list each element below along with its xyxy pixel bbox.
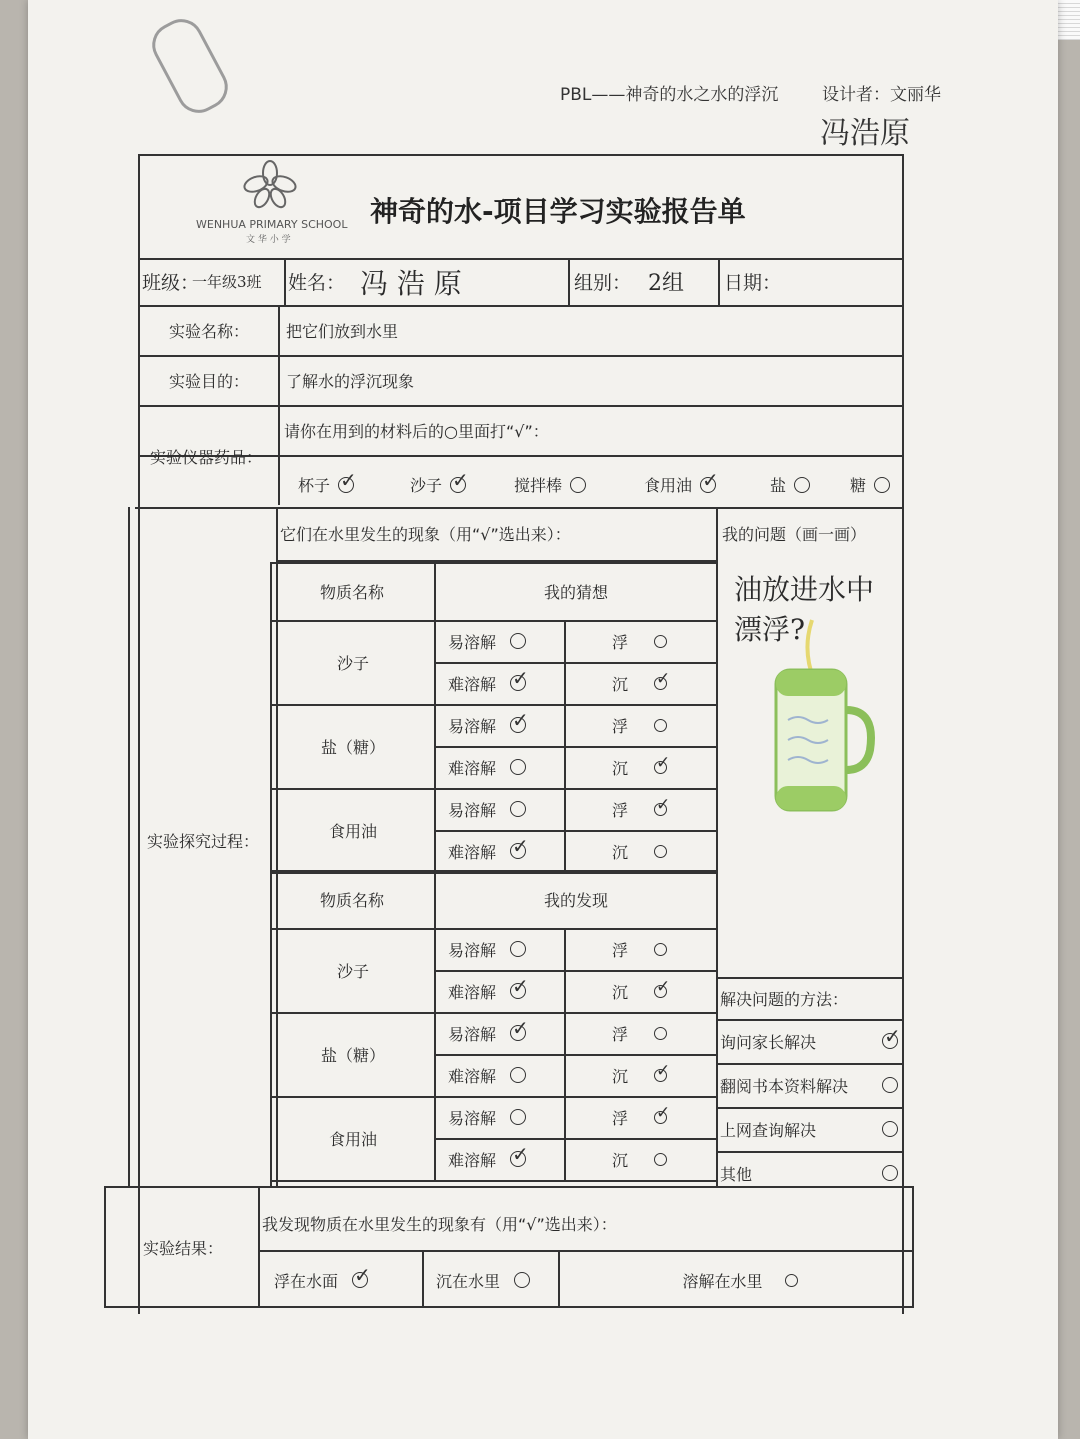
soluble-option-label: 易溶解 bbox=[448, 716, 497, 736]
date-field bbox=[724, 258, 794, 305]
solution-option bbox=[720, 1151, 898, 1195]
table-rule bbox=[716, 977, 718, 1187]
checked-circle-icon[interactable] bbox=[882, 1033, 898, 1049]
float-option bbox=[612, 620, 712, 662]
empty-circle-icon[interactable] bbox=[874, 477, 890, 493]
group-field-label: 组别： bbox=[574, 272, 632, 294]
guess-substance-row bbox=[272, 620, 434, 704]
float-option bbox=[612, 788, 712, 830]
found-substance-row-label: 食用油 bbox=[328, 1129, 377, 1149]
experiment-purpose-value-label: 了解水的浮沉现象 bbox=[286, 371, 415, 391]
report-title: 神奇的水-项目学习实验报告单 bbox=[370, 195, 746, 228]
checked-circle-icon[interactable] bbox=[510, 1151, 526, 1167]
material-item bbox=[514, 462, 610, 507]
soluble-option bbox=[448, 928, 564, 970]
float-option-label: 浮 bbox=[612, 632, 629, 652]
date-field-label: 日期： bbox=[724, 272, 782, 294]
material-item-label: 盐 bbox=[770, 476, 787, 495]
solution-option-label: 翻阅书本资料解决 bbox=[720, 1076, 849, 1096]
insoluble-option-label: 难溶解 bbox=[448, 1066, 497, 1086]
result-option-label: 溶解在水里 bbox=[682, 1271, 763, 1291]
soluble-option-label: 易溶解 bbox=[448, 940, 497, 960]
process-prompt bbox=[280, 507, 710, 560]
material-item bbox=[850, 462, 940, 507]
empty-circle-icon[interactable] bbox=[510, 633, 526, 649]
material-item bbox=[410, 462, 500, 507]
empty-circle-icon[interactable] bbox=[785, 1274, 798, 1287]
question-header bbox=[722, 507, 898, 560]
float-option bbox=[612, 1096, 712, 1138]
guess-substance-header-label: 物质名称 bbox=[319, 582, 384, 602]
result-option bbox=[274, 1252, 418, 1308]
float-option bbox=[612, 928, 712, 970]
insoluble-option bbox=[448, 746, 564, 788]
float-option-label: 浮 bbox=[612, 940, 629, 960]
name-value bbox=[360, 258, 560, 305]
found-substance-row bbox=[272, 1096, 434, 1180]
name-field-label: 姓名： bbox=[288, 272, 346, 294]
solution-option bbox=[720, 1019, 898, 1063]
date-value bbox=[794, 258, 894, 305]
checked-circle-icon[interactable] bbox=[654, 803, 667, 816]
empty-circle-icon[interactable] bbox=[654, 1027, 667, 1040]
result-option bbox=[436, 1252, 554, 1308]
checked-circle-icon[interactable] bbox=[654, 761, 667, 774]
checked-circle-icon[interactable] bbox=[510, 1025, 526, 1041]
experiment-name-label-label: 实验名称： bbox=[168, 321, 249, 341]
table-rule bbox=[270, 562, 272, 1186]
material-item-label: 糖 bbox=[850, 476, 867, 495]
materials-label-label: 实验仪器药品： bbox=[149, 447, 262, 467]
checked-circle-icon[interactable] bbox=[654, 985, 667, 998]
table-rule bbox=[138, 154, 902, 156]
insoluble-option bbox=[448, 970, 564, 1012]
empty-circle-icon[interactable] bbox=[794, 477, 810, 493]
solution-option-label: 其他 bbox=[720, 1164, 753, 1184]
sink-option-label: 沉 bbox=[612, 1066, 629, 1086]
found-header-label: 我的发现 bbox=[543, 890, 608, 910]
soluble-option bbox=[448, 620, 564, 662]
found-substance-row bbox=[272, 928, 434, 1012]
checked-circle-icon[interactable] bbox=[338, 477, 354, 493]
result-prompt bbox=[262, 1196, 902, 1250]
checked-circle-icon[interactable] bbox=[510, 843, 526, 859]
checked-circle-icon[interactable] bbox=[700, 477, 716, 493]
empty-circle-icon[interactable] bbox=[510, 941, 526, 957]
paperclip-icon bbox=[145, 11, 236, 120]
header-student-name: 冯浩原 bbox=[820, 116, 910, 151]
solution-option bbox=[720, 1107, 898, 1151]
insoluble-option-label: 难溶解 bbox=[448, 1150, 497, 1170]
checked-circle-icon[interactable] bbox=[654, 677, 667, 690]
insoluble-option-label: 难溶解 bbox=[448, 758, 497, 778]
found-substance-row-label: 沙子 bbox=[336, 961, 369, 981]
material-item-label: 杯子 bbox=[298, 476, 331, 495]
solution-header bbox=[720, 977, 900, 1019]
name-value-label: 冯 浩 原 bbox=[360, 266, 462, 300]
found-header bbox=[436, 870, 716, 928]
sink-option bbox=[612, 970, 712, 1012]
empty-circle-icon[interactable] bbox=[654, 1153, 667, 1166]
table-rule bbox=[278, 455, 902, 457]
material-item-label: 食用油 bbox=[644, 476, 693, 495]
guess-substance-row-label: 食用油 bbox=[328, 821, 377, 841]
guess-substance-header bbox=[270, 562, 434, 620]
guess-substance-row-label: 盐（糖） bbox=[320, 737, 385, 757]
header-designer: 设计者：文丽华 bbox=[822, 85, 941, 105]
guess-header bbox=[436, 562, 716, 620]
sink-option bbox=[612, 746, 712, 788]
flower-logo-icon bbox=[240, 160, 300, 210]
float-option bbox=[612, 1012, 712, 1054]
float-option-label: 浮 bbox=[612, 716, 629, 736]
materials-prompt-label: 请你在用到的材料后的○里面打“√”： bbox=[284, 421, 549, 441]
sink-option-label: 沉 bbox=[612, 1150, 629, 1170]
school-name-en: WENHUA PRIMARY SCHOOL bbox=[196, 218, 348, 231]
guess-substance-row bbox=[272, 788, 434, 872]
empty-circle-icon[interactable] bbox=[882, 1165, 898, 1181]
insoluble-option-label: 难溶解 bbox=[448, 674, 497, 694]
table-rule bbox=[284, 258, 286, 305]
checked-circle-icon[interactable] bbox=[510, 675, 526, 691]
class-value-label: 一年级3班 bbox=[192, 273, 262, 291]
group-value-label: 2组 bbox=[648, 271, 684, 296]
insoluble-option bbox=[448, 1054, 564, 1096]
empty-circle-icon[interactable] bbox=[510, 1067, 526, 1083]
guess-substance-row-label: 沙子 bbox=[336, 653, 369, 673]
result-option bbox=[572, 1252, 908, 1308]
empty-circle-icon[interactable] bbox=[882, 1077, 898, 1093]
result-prompt-label: 我发现物质在水里发生的现象有（用“√”选出来）： bbox=[262, 1214, 617, 1234]
guess-substance-row bbox=[272, 704, 434, 788]
class-field-label: 班级： bbox=[142, 272, 200, 294]
checked-circle-icon[interactable] bbox=[654, 1069, 667, 1082]
insoluble-option bbox=[448, 830, 564, 872]
result-label-label: 实验结果： bbox=[142, 1238, 223, 1258]
sink-option bbox=[612, 830, 712, 872]
soluble-option bbox=[448, 788, 564, 830]
question-header-label: 我的问题（画一画） bbox=[722, 525, 867, 544]
sink-option bbox=[612, 1138, 712, 1180]
empty-circle-icon[interactable] bbox=[510, 801, 526, 817]
material-item bbox=[298, 462, 388, 507]
table-rule bbox=[258, 1186, 260, 1308]
sink-option bbox=[612, 662, 712, 704]
insoluble-option-label: 难溶解 bbox=[448, 842, 497, 862]
experiment-purpose-label-label: 实验目的： bbox=[168, 371, 249, 391]
solution-option bbox=[720, 1063, 898, 1107]
soluble-option-label: 易溶解 bbox=[448, 800, 497, 820]
float-option bbox=[612, 704, 712, 746]
experiment-purpose-label bbox=[140, 355, 278, 405]
solution-option-label: 上网查询解决 bbox=[720, 1120, 817, 1140]
empty-circle-icon[interactable] bbox=[654, 943, 667, 956]
sink-option-label: 沉 bbox=[612, 842, 629, 862]
empty-circle-icon[interactable] bbox=[654, 845, 667, 858]
class-value bbox=[192, 258, 284, 305]
process-label bbox=[130, 800, 276, 880]
soluble-option bbox=[448, 1096, 564, 1138]
soluble-option-label: 易溶解 bbox=[448, 1108, 497, 1128]
insoluble-option bbox=[448, 662, 564, 704]
material-item bbox=[770, 462, 860, 507]
header-course: PBL——神奇的水之水的浮沉 bbox=[560, 85, 779, 105]
table-rule bbox=[104, 1186, 106, 1308]
soluble-option-label: 易溶解 bbox=[448, 632, 497, 652]
table-rule bbox=[422, 1252, 424, 1308]
checked-circle-icon[interactable] bbox=[510, 717, 526, 733]
table-rule bbox=[558, 1252, 560, 1308]
process-prompt-label: 它们在水里发生的现象（用“√”选出来）： bbox=[280, 525, 571, 544]
materials-prompt bbox=[284, 405, 884, 455]
experiment-name-label bbox=[140, 305, 278, 355]
insoluble-option-label: 难溶解 bbox=[448, 982, 497, 1002]
result-option-label: 浮在水面 bbox=[274, 1271, 339, 1291]
experiment-purpose-value bbox=[284, 355, 886, 405]
table-rule bbox=[912, 1186, 914, 1308]
found-substance-row-label: 盐（糖） bbox=[320, 1045, 385, 1065]
group-value bbox=[648, 258, 716, 305]
table-rule bbox=[718, 258, 720, 305]
found-substance-row bbox=[272, 1012, 434, 1096]
material-item bbox=[644, 462, 754, 507]
empty-circle-icon[interactable] bbox=[510, 1109, 526, 1125]
material-item-label: 沙子 bbox=[410, 476, 443, 495]
empty-circle-icon[interactable] bbox=[510, 759, 526, 775]
cup-drawing-icon bbox=[772, 610, 882, 820]
guess-header-label: 我的猜想 bbox=[543, 582, 608, 602]
experiment-name-value bbox=[284, 305, 886, 355]
process-label-label: 实验探究过程： bbox=[146, 831, 259, 851]
table-rule bbox=[568, 258, 570, 305]
soluble-option bbox=[448, 1012, 564, 1054]
sink-option-label: 沉 bbox=[612, 982, 629, 1002]
table-rule bbox=[278, 305, 280, 505]
found-substance-header bbox=[270, 870, 434, 928]
float-option-label: 浮 bbox=[612, 1108, 629, 1128]
sink-option-label: 沉 bbox=[612, 758, 629, 778]
solution-header-label: 解决问题的方法： bbox=[720, 989, 849, 1009]
experiment-name-value-label: 把它们放到水里 bbox=[286, 321, 399, 341]
checked-circle-icon[interactable] bbox=[654, 1111, 667, 1124]
sink-option-label: 沉 bbox=[612, 674, 629, 694]
empty-circle-icon[interactable] bbox=[654, 635, 667, 648]
insoluble-option bbox=[448, 1138, 564, 1180]
empty-circle-icon[interactable] bbox=[882, 1121, 898, 1137]
empty-circle-icon[interactable] bbox=[654, 719, 667, 732]
result-option-label: 沉在水里 bbox=[436, 1271, 501, 1291]
material-item-label: 搅拌棒 bbox=[514, 476, 563, 495]
checked-circle-icon[interactable] bbox=[352, 1272, 368, 1288]
group-field bbox=[574, 258, 644, 305]
soluble-option bbox=[448, 704, 564, 746]
solution-option-label: 询问家长解决 bbox=[720, 1032, 817, 1052]
sink-option bbox=[612, 1054, 712, 1096]
checked-circle-icon[interactable] bbox=[450, 477, 466, 493]
name-field bbox=[288, 258, 358, 305]
float-option-label: 浮 bbox=[612, 1024, 629, 1044]
school-name-cn: 文 华 小 学 bbox=[246, 235, 291, 245]
float-option-label: 浮 bbox=[612, 800, 629, 820]
soluble-option-label: 易溶解 bbox=[448, 1024, 497, 1044]
result-label bbox=[108, 1186, 258, 1308]
table-rule bbox=[270, 1180, 716, 1182]
found-substance-header-label: 物质名称 bbox=[319, 890, 384, 910]
materials-label bbox=[136, 405, 276, 507]
question-text: 油放进水中漂浮? bbox=[734, 573, 875, 646]
empty-circle-icon[interactable] bbox=[570, 477, 586, 493]
empty-circle-icon[interactable] bbox=[514, 1272, 530, 1288]
table-rule bbox=[902, 154, 904, 1314]
table-rule bbox=[716, 507, 718, 977]
checked-circle-icon[interactable] bbox=[510, 983, 526, 999]
